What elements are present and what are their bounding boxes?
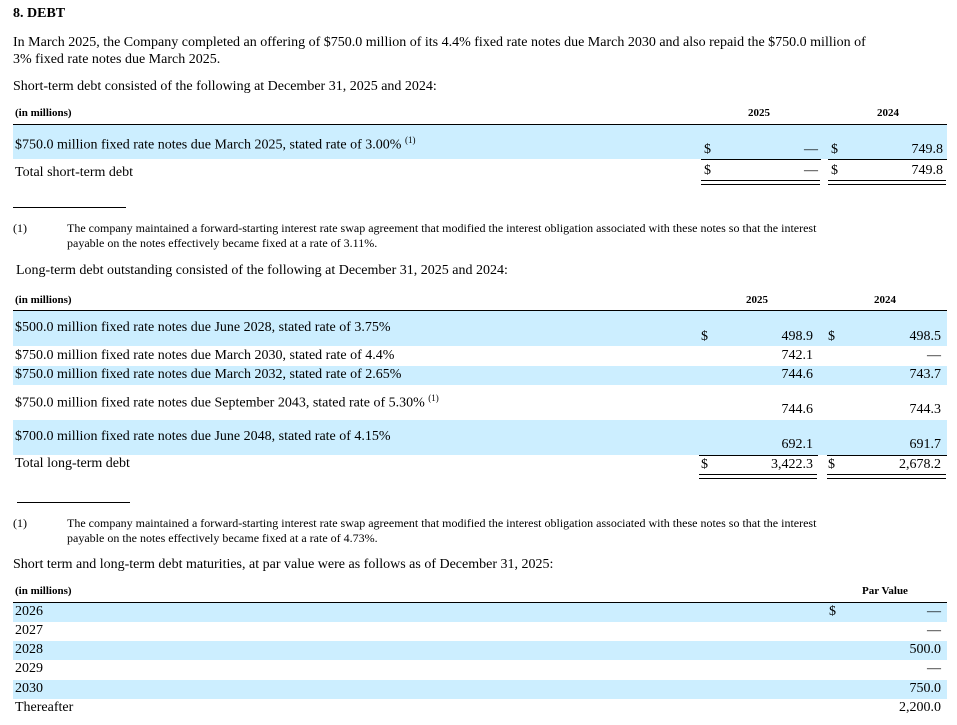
- long-term-row-value-2024: 744.3: [909, 402, 941, 417]
- footnote-ref: (1): [404, 135, 416, 145]
- long-term-footnote-marker: (1): [13, 516, 27, 530]
- short-term-col-2024: 2024: [877, 107, 899, 119]
- short-term-total-rule-2025: [701, 159, 821, 160]
- short-term-total-cur-2025: $: [704, 163, 711, 178]
- short-term-row-value-2025: —: [804, 142, 818, 157]
- long-term-row-value-2024: 498.5: [909, 329, 941, 344]
- short-term-row-value-2024: 749.8: [911, 142, 943, 157]
- long-term-row-value-2025: 744.6: [781, 367, 813, 382]
- short-term-footnote-line1: The company maintained a forward-starting interest rate swap agreement that modified the interest obligation associated with these notes so that the interest: [67, 221, 817, 235]
- short-term-total-rule-2024: [828, 159, 947, 160]
- footnote-separator: [13, 207, 126, 208]
- long-term-row-value-2024: 743.7: [909, 367, 941, 382]
- footnote-separator: [17, 502, 130, 503]
- short-term-row-label: $750.0 million fixed rate notes due March 2025, stated rate of 3.00% $^{(1)}$: [15, 135, 416, 153]
- long-term-total-rule-2024: [827, 455, 947, 456]
- maturities-value: 500.0: [909, 642, 941, 657]
- intro-paragraph-line1: In March 2025, the Company completed an offering of $750.0 million of its 4.4% fixed rate notes due March 2030 and also repaid the $750.0 million of: [13, 35, 866, 50]
- long-term-row-value-2024: —: [927, 348, 941, 363]
- maturities-value: 2,200.0: [899, 700, 941, 715]
- long-term-row-label: $500.0 million fixed rate notes due June 2028, stated rate of 3.75%: [15, 320, 391, 335]
- short-term-total-label: Total short-term debt: [15, 165, 133, 180]
- maturities-year: Thereafter: [15, 700, 74, 715]
- long-term-row-label: $750.0 million fixed rate notes due March 2030, stated rate of 4.4%: [15, 348, 395, 363]
- maturities-value: —: [927, 623, 941, 638]
- long-term-row-label: $750.0 million fixed rate notes due March 2032, stated rate of 2.65%: [15, 367, 402, 382]
- long-term-footnote-line2: payable on the notes effectively became fixed at a rate of 4.73%.: [67, 531, 378, 545]
- maturities-year: 2029: [15, 661, 43, 676]
- short-term-footnote-line2: payable on the notes effectively became fixed at a rate of 3.11%.: [67, 236, 378, 250]
- maturities-row-band: [13, 680, 947, 699]
- long-term-total-rule-2025: [699, 455, 818, 456]
- short-term-row-cur-2025: $: [704, 142, 711, 157]
- long-term-row-cur-2024: $: [828, 329, 835, 344]
- maturities-currency: $: [829, 604, 836, 619]
- long-term-total-cur-2024: $: [828, 457, 835, 472]
- long-term-lead: Long-term debt outstanding consisted of the following at December 31, 2025 and 2024:: [16, 263, 508, 278]
- long-term-units: (in millions): [15, 294, 72, 306]
- maturities-row-band: [13, 603, 947, 622]
- long-term-col-2025: 2025: [746, 294, 768, 306]
- maturities-col-par: Par Value: [862, 585, 908, 597]
- short-term-double-rule-2024: [828, 180, 946, 185]
- maturities-value: —: [927, 661, 941, 676]
- long-term-total-cur-2025: $: [701, 457, 708, 472]
- intro-paragraph-line2: 3% fixed rate notes due March 2025.: [13, 52, 221, 67]
- short-term-total-2025: —: [804, 163, 818, 178]
- long-term-double-rule-2024: [827, 474, 946, 479]
- maturities-year: 2030: [15, 681, 43, 696]
- maturities-year: 2028: [15, 642, 43, 657]
- short-term-units: (in millions): [15, 107, 72, 119]
- maturities-units: (in millions): [15, 585, 72, 597]
- maturities-value: —: [927, 604, 941, 619]
- maturities-value: 750.0: [909, 681, 941, 696]
- long-term-row-cur-2025: $: [701, 329, 708, 344]
- short-term-row-cur-2024: $: [831, 142, 838, 157]
- long-term-row-value-2025: 692.1: [781, 437, 813, 452]
- long-term-total-2024: 2,678.2: [899, 457, 941, 472]
- long-term-row-value-2025: 742.1: [781, 348, 813, 363]
- long-term-row-value-2025: 744.6: [781, 402, 813, 417]
- maturities-year: 2027: [15, 623, 43, 638]
- short-term-double-rule-2025: [701, 180, 820, 185]
- section-title: 8. DEBT: [13, 6, 66, 21]
- short-term-total-2024: 749.8: [911, 163, 943, 178]
- long-term-total-label: Total long-term debt: [15, 456, 130, 471]
- long-term-row-value-2025: 498.9: [781, 329, 813, 344]
- maturities-year: 2026: [15, 604, 43, 619]
- short-term-lead: Short-term debt consisted of the following at December 31, 2025 and 2024:: [13, 79, 437, 94]
- long-term-row-label: $700.0 million fixed rate notes due June 2048, stated rate of 4.15%: [15, 429, 391, 444]
- short-term-footnote-marker: (1): [13, 221, 27, 235]
- long-term-row-value-2024: 691.7: [909, 437, 941, 452]
- maturities-lead: Short term and long-term debt maturities, at par value were as follows as of December 31, 2025:: [13, 557, 554, 572]
- long-term-double-rule-2025: [699, 474, 817, 479]
- footnote-ref: (1): [428, 393, 439, 403]
- short-term-col-2025: 2025: [748, 107, 770, 119]
- long-term-total-2025: 3,422.3: [771, 457, 813, 472]
- long-term-footnote-line1: The company maintained a forward-starting interest rate swap agreement that modified the interest obligation associated with these notes so that the interest: [67, 516, 817, 530]
- maturities-row-band: [13, 641, 947, 660]
- long-term-row-label: $750.0 million fixed rate notes due September 2043, stated rate of 5.30% $^{(1)}$: [15, 393, 439, 411]
- long-term-col-2024: 2024: [874, 294, 896, 306]
- short-term-total-cur-2024: $: [831, 163, 838, 178]
